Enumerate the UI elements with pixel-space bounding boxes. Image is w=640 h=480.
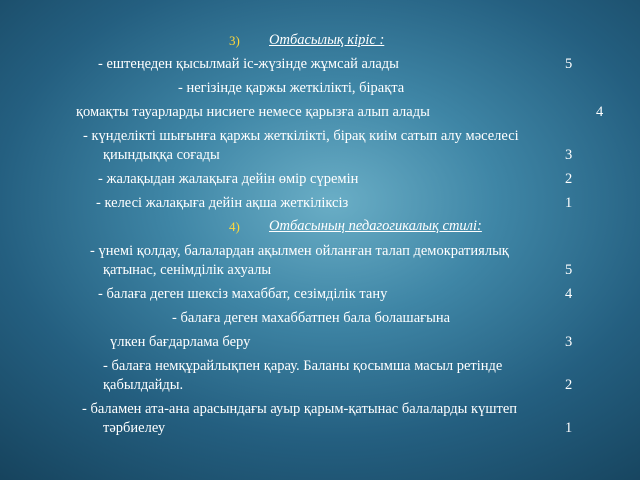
income-item-3-score: 3 xyxy=(565,147,573,163)
style-item-4-text-line2: қабылдайды. xyxy=(103,377,184,393)
income-item-2-text-line2: қомақты тауарларды нисиеге немесе қарызға алып алады xyxy=(76,104,430,120)
style-item-1-text-line1: - үнемі қолдау, балалардан ақылмен ойланған талап демократиялық xyxy=(90,243,509,259)
style-item-4-text-line1: - балаға немқұрайлықпен қарау. Баланы қосымша масыл ретінде xyxy=(103,358,503,374)
income-item-4-score: 2 xyxy=(565,171,573,187)
style-item-1-text-line2: қатынас, сенімділік ахуалы xyxy=(103,262,272,278)
income-item-1-text: - ештеңеден қысылмай іс-жүзінде жұмсай алады xyxy=(98,56,399,72)
income-item-5-text: - келесі жалақыға дейін ақша жеткіліксіз xyxy=(96,195,349,211)
style-item-5-score: 1 xyxy=(565,420,573,436)
style-item-3-score: 3 xyxy=(565,334,573,350)
section-4-marker: 4) xyxy=(229,219,240,234)
style-item-3-text-line2: үлкен бағдарлама беру xyxy=(110,334,251,350)
style-item-1-score: 5 xyxy=(565,262,573,278)
style-item-5-text-line1: - баламен ата-ана арасындағы ауыр қарым-қатынас балаларды күштеп xyxy=(82,401,518,417)
income-item-2-score: 4 xyxy=(596,104,604,120)
section-3-marker: 3) xyxy=(229,33,240,48)
section-3-heading: Отбасылық кіріс : xyxy=(269,32,385,48)
style-item-2-text: - балаға деген шексіз махаббат, сезімділік тану xyxy=(98,286,388,302)
income-item-2-text-line1: - негізінде қаржы жеткілікті, бірақта xyxy=(178,80,405,96)
style-item-4-score: 2 xyxy=(565,377,573,393)
section-4-heading: Отбасының педагогикалық стилі: xyxy=(269,218,482,234)
income-item-4-text: - жалақыдан жалақыға дейін өмір сүремін xyxy=(98,171,359,187)
income-item-3-text-line1: - күнделікті шығынға қаржы жеткілікті, бірақ киім сатып алу мәселесі xyxy=(83,128,519,144)
income-item-1-score: 5 xyxy=(565,56,573,72)
style-item-2-score: 4 xyxy=(565,286,573,302)
income-item-3-text-line2: қиындыққа соғады xyxy=(103,147,220,163)
style-item-5-text-line2: тәрбиелеу xyxy=(103,420,166,436)
income-item-5-score: 1 xyxy=(565,195,573,211)
style-item-3-text-line1: - балаға деген махаббатпен бала болашағына xyxy=(172,310,451,326)
